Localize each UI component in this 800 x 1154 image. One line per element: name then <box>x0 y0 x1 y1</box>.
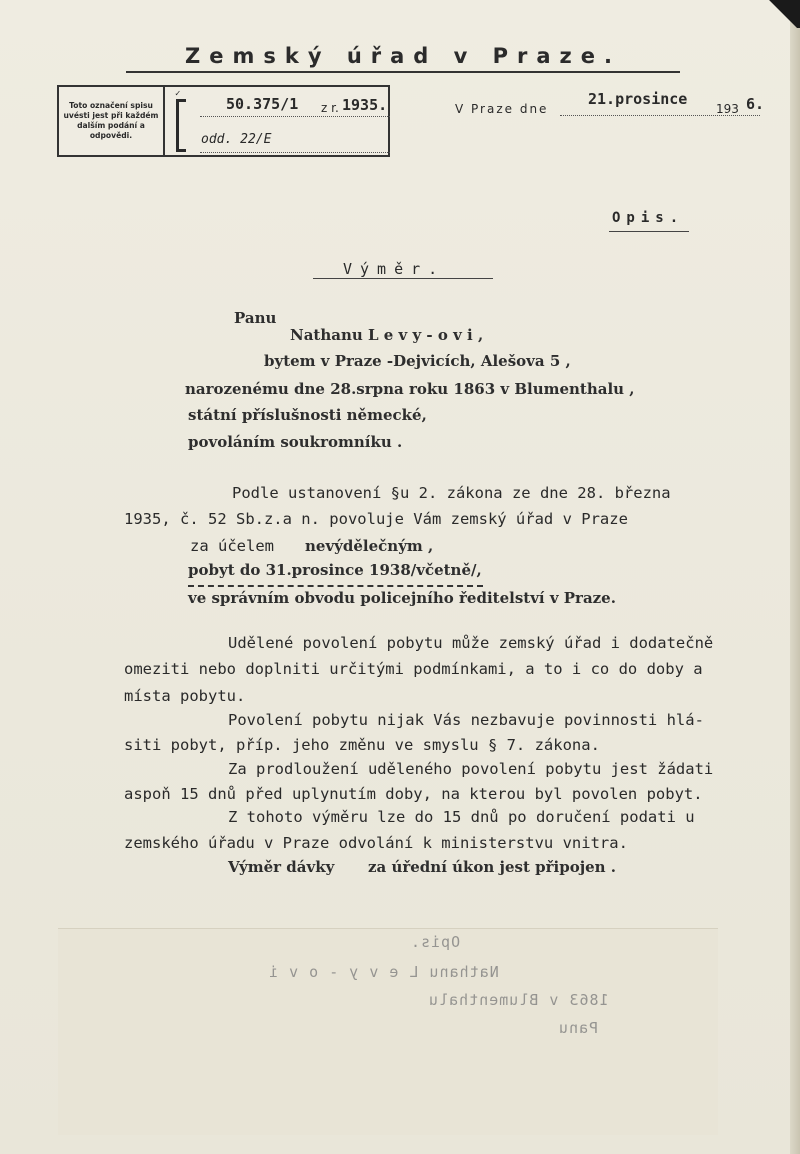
bleed-text: Opis. <box>410 933 461 951</box>
year-suffix: 6. <box>746 95 765 113</box>
copy-label-underline <box>609 231 689 232</box>
purpose-value: nevýdělečným , <box>305 537 434 555</box>
fee-note-b: za úřední úkon jest připojen . <box>368 858 617 876</box>
bleed-text: Nathanu L e v y - o v i <box>268 963 499 981</box>
body-line: Podle ustanovení §u 2. zákona ze dne 28. března <box>232 484 671 502</box>
page-corner-shadow <box>760 0 800 28</box>
recipient-occupation: povoláním soukromníku . <box>188 433 403 451</box>
fee-note-a: Výměr dávky <box>228 858 335 876</box>
bleed-text: Panu <box>558 1019 599 1037</box>
heading-underline <box>126 71 680 73</box>
page-edge <box>790 0 800 1154</box>
bracket-mark <box>176 99 186 152</box>
place-label: V Praze dne <box>455 102 549 116</box>
body-line: místa pobytu. <box>124 687 246 705</box>
body-line: 1935, č. 52 Sb.z.a n. povoluje Vám zemský úřad v Praze <box>124 510 628 528</box>
reference-zr-label: z r. <box>321 101 339 115</box>
body-line: siti pobyt, příp. jeho změnu ve smyslu § 7. zákona. <box>124 736 600 754</box>
recipient-birth: narozenému dne 28.srpna roku 1863 v Blumenthalu , <box>185 380 635 398</box>
caret-icon: ✓ <box>175 89 181 99</box>
recipient-name: Nathanu L e v y - o v i , <box>290 326 484 344</box>
copy-label: Opis. <box>612 210 685 226</box>
reference-note: Toto označení spisu uvésti jest při každém dalším podání a odpovědi. <box>59 87 165 155</box>
reference-year: 1935. <box>342 96 388 114</box>
body-line: Udělené povolení pobytu může zemský úřad i dodatečně <box>228 634 714 652</box>
bleed-text: 1863 v Blumenthalu <box>428 991 609 1009</box>
title-underline <box>313 278 493 279</box>
stay-period: pobyt do 31.prosince 1938/včetně/, <box>188 561 482 579</box>
police-district: ve správním obvodu policejního ředitelství v Praze. <box>188 589 616 607</box>
year-prefix: 193 <box>716 102 739 116</box>
dashed-separator <box>188 585 483 587</box>
recipient-salutation: Panu <box>234 309 277 327</box>
issue-date: 21.prosince <box>588 90 688 108</box>
reference-box <box>57 85 390 157</box>
recipient-residence: bytem v Praze -Dejvicích, Alešova 5 , <box>264 352 571 370</box>
office-heading: Zemský úřad v Praze. <box>185 44 621 68</box>
dotted-line <box>200 152 390 153</box>
department-code: odd. 22/E <box>201 132 272 147</box>
purpose-label: za účelem <box>190 537 274 555</box>
body-line: Z tohoto výměru lze do 15 dnů po doručení podati u <box>228 808 695 826</box>
body-line: zemského úřadu v Praze odvolání k ministerstvu vnitra. <box>124 834 628 852</box>
bleed-through-area <box>58 928 718 1135</box>
body-line: aspoň 15 dnů před uplynutím doby, na kterou byl povolen pobyt. <box>124 785 703 803</box>
body-line: omeziti nebo doplniti určitými podmínkami, a to i co do doby a <box>124 660 703 678</box>
body-line: Za prodloužení uděleného povolení pobytu jest žádati <box>228 760 714 778</box>
document-title: Výměr. <box>343 260 446 278</box>
body-line: Povolení pobytu nijak Vás nezbavuje povinnosti hlá- <box>228 711 704 729</box>
recipient-citizenship: státní příslušnosti německé, <box>188 406 427 424</box>
dotted-line <box>200 116 390 117</box>
reference-number: 50.375/1 <box>226 95 299 113</box>
